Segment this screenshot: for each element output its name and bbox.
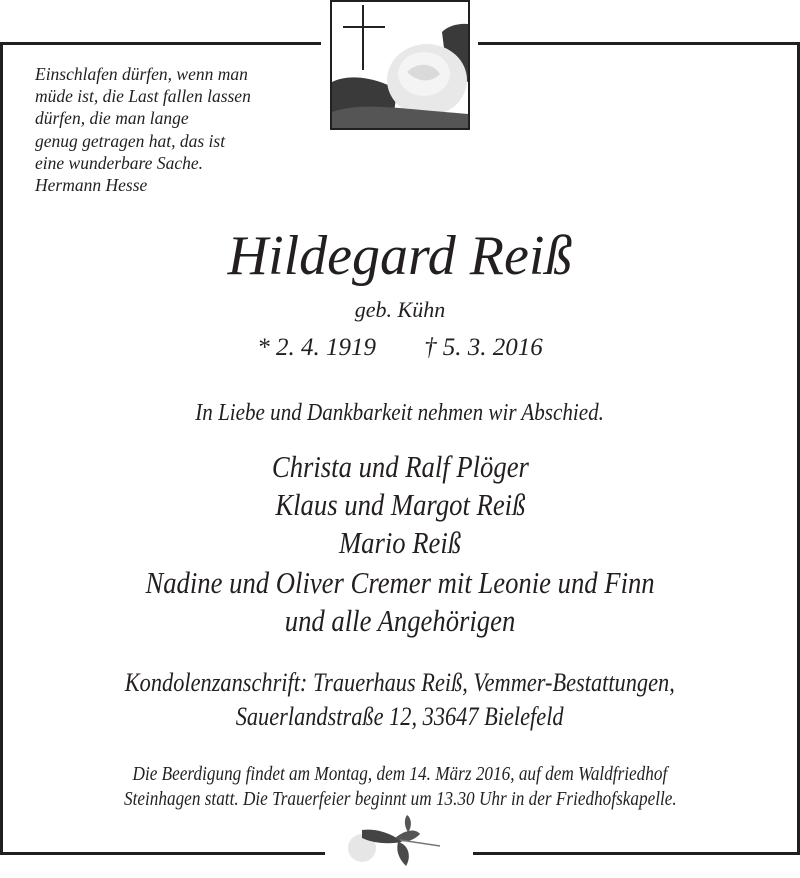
frame-top-left: [0, 42, 321, 45]
cross-rose-photo: [330, 0, 470, 130]
cross-icon: [332, 2, 468, 128]
quote-line: müde ist, die Last fallen lassen: [35, 86, 251, 107]
rose-icon: [340, 810, 450, 873]
mourner-line: und alle Angehörigen: [284, 603, 516, 638]
quote-line: dürfen, die man lange: [35, 108, 189, 129]
mourner-line: Christa und Ralf Plöger: [271, 449, 529, 484]
funeral-info-line2: Steinhagen statt. Die Trauerfeier beginnt um 13.30 Uhr in der Friedhofskapelle.: [123, 788, 677, 810]
frame-bottom-left: [0, 852, 325, 855]
farewell-text: In Liebe und Dankbarkeit nehmen wir Abschied.: [195, 399, 605, 426]
birth-date: * 2. 4. 1919: [257, 334, 376, 361]
mourner-line: Klaus und Margot Reiß: [274, 487, 526, 522]
funeral-info-line1: Die Beerdigung findet am Montag, dem 14. März 2016, auf dem Waldfriedhof: [132, 763, 668, 785]
quote-line: Einschlafen dürfen, wenn man: [35, 64, 248, 84]
frame-bottom-right: [473, 852, 800, 855]
condolence-address-line1: Kondolenzanschrift: Trauerhaus Reiß, Vemmer-Bestattungen,: [124, 668, 676, 697]
deceased-name: Hildegard Reiß: [227, 225, 573, 287]
death-date: † 5. 3. 2016: [424, 334, 543, 361]
quote-line: genug getragen hat, das ist: [35, 130, 226, 151]
mourner-line: Nadine und Oliver Cremer mit Leonie und Finn: [145, 565, 655, 600]
quote-line: eine wunderbare Sache.: [35, 152, 203, 173]
quote-author: Hermann Hesse: [35, 175, 148, 196]
frame-top-right: [478, 42, 800, 45]
mourner-line: Mario Reiß: [338, 525, 462, 560]
hesse-quote: [35, 63, 251, 196]
maiden-name: geb. Kühn: [354, 297, 446, 322]
condolence-address-line2: Sauerlandstraße 12, 33647 Bielefeld: [236, 702, 564, 731]
life-dates: [0, 333, 800, 363]
